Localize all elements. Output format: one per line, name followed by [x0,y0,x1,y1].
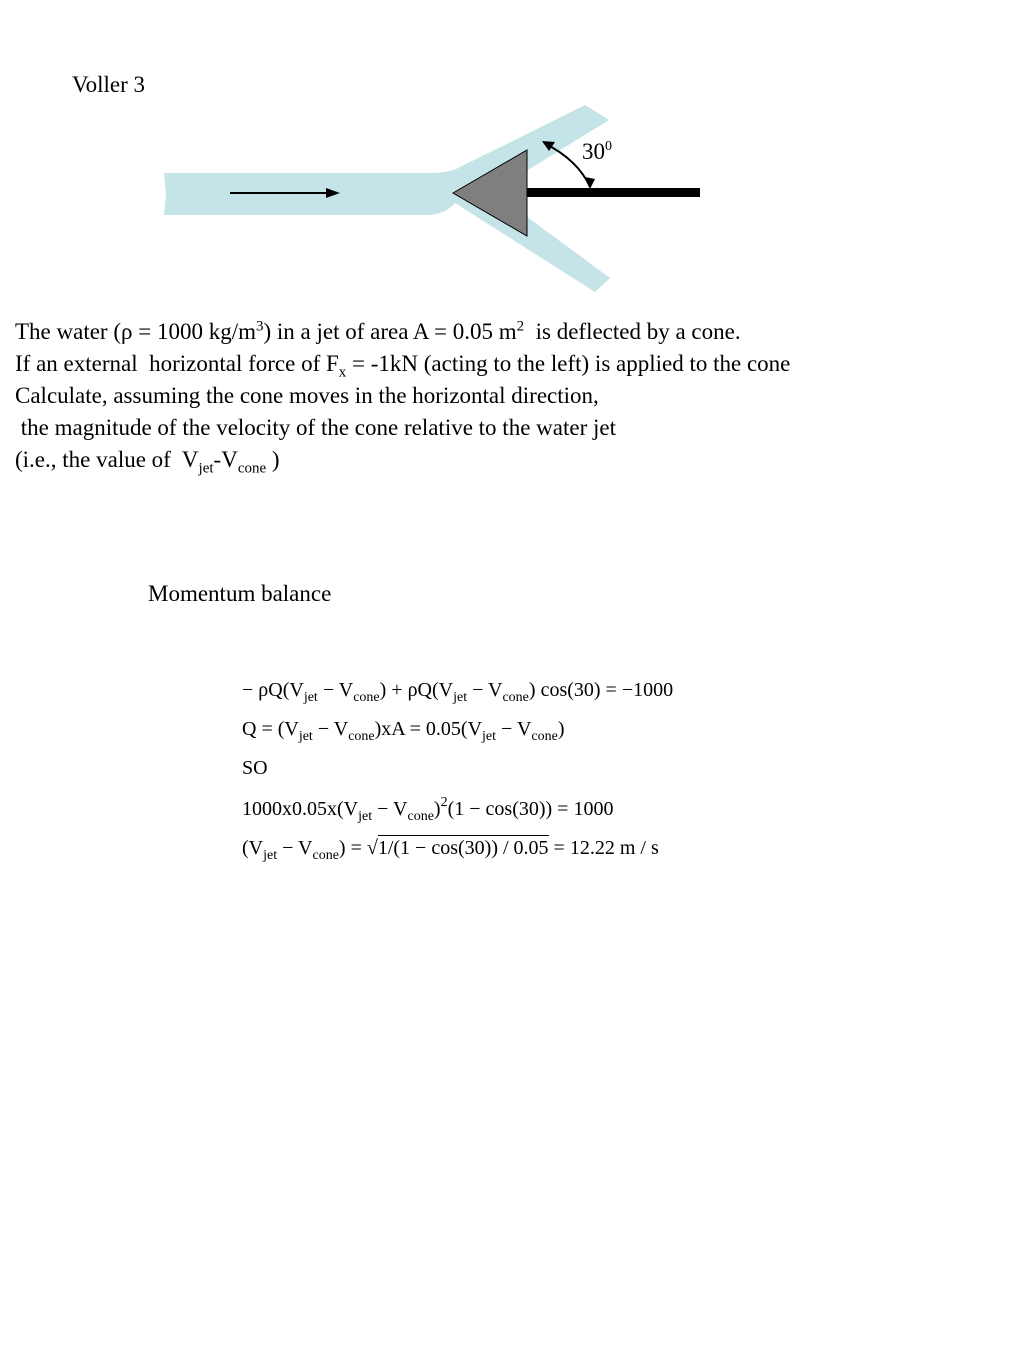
problem-statement [15,316,790,476]
angle-label: 30 [582,139,605,164]
angle-label-sup: 0 [605,139,612,154]
problem-line-1: The water (ρ = 1000 $kg/m^3$) in a jet of area A = 0.05 $m^2$ is deflected by a cone. [15,318,741,344]
angle-arrow-bottom [585,177,595,189]
equation-1: − $\rho Q(V_{jet} - V_{cone}) + \rho Q(V_{jet} - V_{cone}) \cos(30) = -1000$ [242,679,674,705]
problem-line-2: If an external horizontal force of $F_x = -1kN$ (acting to the left) is applied to the cone [15,351,791,381]
equation-4: $1000x0.05x(V_{jet} - V_{cone})^2(1 - \cos(30)) = 1000$ [242,795,614,824]
svg-text:300 [582,139,612,164]
problem-line-3: Calculate, assuming the cone moves in the horizontal direction, [15,383,599,408]
equation-2: $Q = (V_{jet} - V_{cone})xA = 0.05(V_{jet} - V_{cone})$ [242,718,565,744]
water-jet [164,105,610,292]
equation-5: $(V_{jet} - V_{cone}) = √1/(1 - \cos(30)) / 0.05 = 12.22$ m / s [242,837,659,863]
cone-rod [527,188,700,197]
equation-3: SO [242,757,268,779]
page-title: Voller 3 [72,72,146,97]
problem-line-4: the magnitude of the velocity of the cone relative to the water jet [15,415,616,440]
section-heading: Momentum balance [148,581,332,606]
problem-line-5: (i.e., the value of $V_{jet}-V_{cone}$ ) [15,447,280,477]
jet-cone-diagram [150,95,710,300]
